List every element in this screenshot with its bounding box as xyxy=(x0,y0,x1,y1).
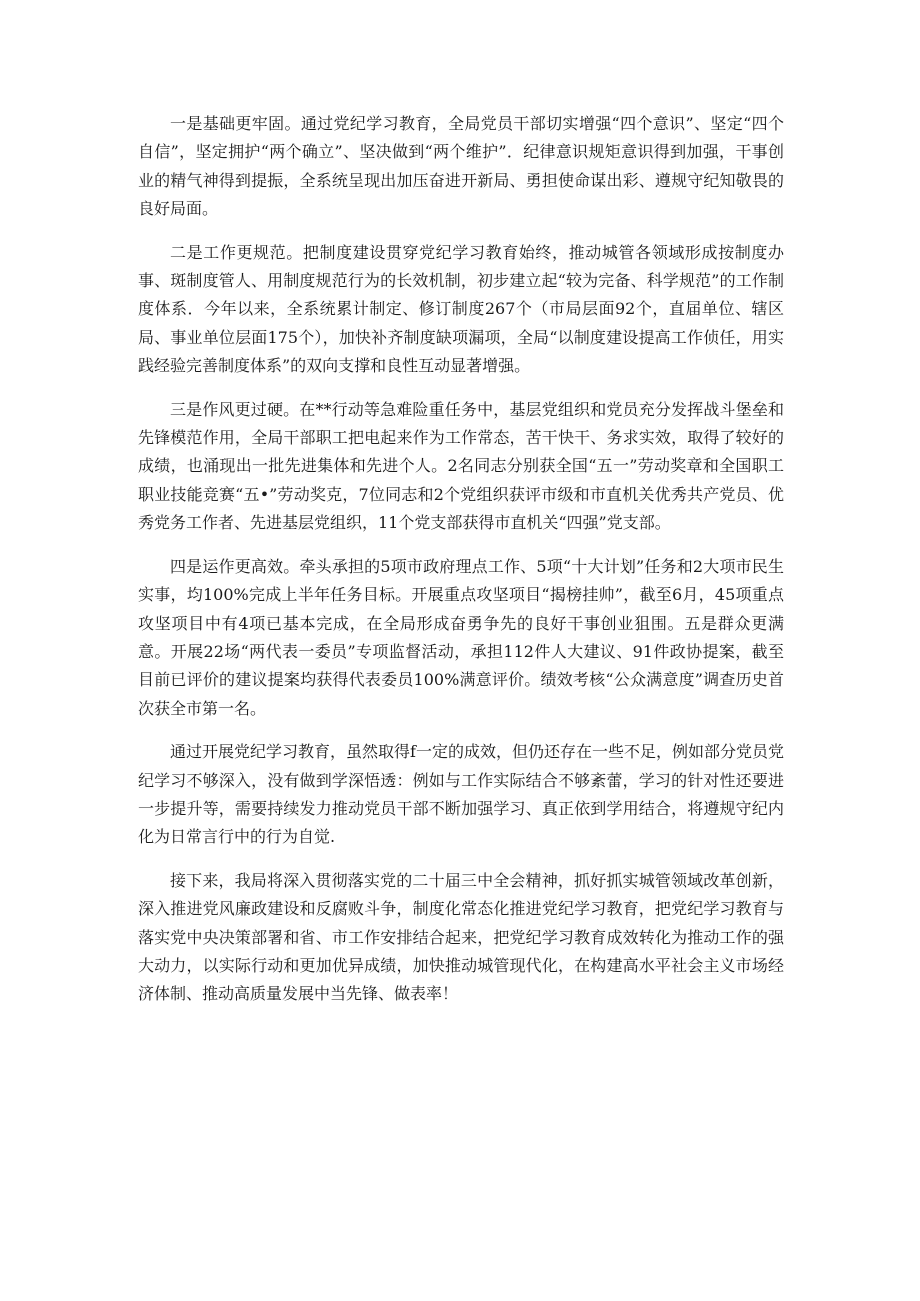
paragraph-next-steps: 接下来，我局将深入贯彻落实党的二十届三中全会精神，抓好抓实城管领域改革创新，深入推进党风廉政建设和反腐败斗争，制度化常态化推进党纪学习教育，把党纪学习教育与落实党中央决策部署和省、市工作安排结合起来，把党纪学习教育成效转化为推动工作的强大动力，以实际行动和更加优异成绩，加快推动城管现代化，在构建高水平社会主义市场经济体制、推动高质量发展中当先锋、做表率！ xyxy=(138,870,784,1004)
paragraph-shortcomings: 通过开展党纪学习教育，虽然取得f一定的成效，但仍还存在一些不足，例如部分党员党纪学习不够深入，没有做到学深悟透：例如与工作实际结合不够紊蕾，学习的针对性还要进一步提升等，需要持续发力推动党员干部不断加强学习、真正依到学用结合，将遵规守纪内化为日常言行中的行为自觉. xyxy=(138,742,784,847)
document-body xyxy=(138,110,784,1009)
paragraph-work-style: 三是作风更过硬。在**行动等急难险重任务中，基层党组织和党员充分发挥战斗堡垒和先锋模范作用，全局干部职工把电起来作为工作常态，苦干快干、务求实效，取得了较好的成绩，也涌现出一批先进集体和先进个人。2名同志分别获全国“五一”劳动奖章和全国职工职业技能竞赛“五•”劳动奖克，7位同志和2个党组织获评市级和市直机关优秀共产党员、优秀党务工作者、先进基层党组织，11个党支部获得市直机关“四强”党支部。 xyxy=(138,399,784,533)
paragraph-foundation: 一是基础更牢固。通过党纪学习教育，全局党员干部切实增强“四个意识”、坚定“四个自信”，坚定拥护“两个确立”、坚决做到“两个维护”．纪律意识规矩意识得到加强，干事创业的精气神得到提振，全系统呈现出加压奋进开新局、勇担使命谋出彩、遵规守纪知敬畏的良好局面。 xyxy=(138,114,784,219)
paragraph-efficiency: 四是运作更高效。牵头承担的5项市政府理点工作、5项“十大计划”任务和2大项市民生实事，均100%完成上半年任务目标。开展重点攻坚项目“揭榜挂帅”，截至6月，45项重点攻坚项目中有4项已基本完成，在全局形成奋勇争先的良好干事创业狙围。五是群众更满意。开展22场“两代表一委员”专项监督活动，承担112件人大建议、91件政协提案，截至目前已评价的建议提案均获得代表委员100%满意评价。绩效考核“公众满意度”调查历史首次获全市第一名。 xyxy=(138,556,784,718)
paragraph-work-standards: 二是工作更规范。把制度建设贯穿党纪学习教育始终，推动城管各领域形成按制度办事、斑制度管人、用制度规范行为的长效机制，初步建立起“较为完备、科学规范”的工作制度体系．今年以来，全系统累计制定、修订制度267个（市局层面92个，直届单位、辖区局、事业单位层面175个），加快补齐制度缺项漏项，全局“以制度建设提高工作侦任，用实践经验完善制度体系”的双向支撑和良性互动显著增强。 xyxy=(138,242,784,376)
